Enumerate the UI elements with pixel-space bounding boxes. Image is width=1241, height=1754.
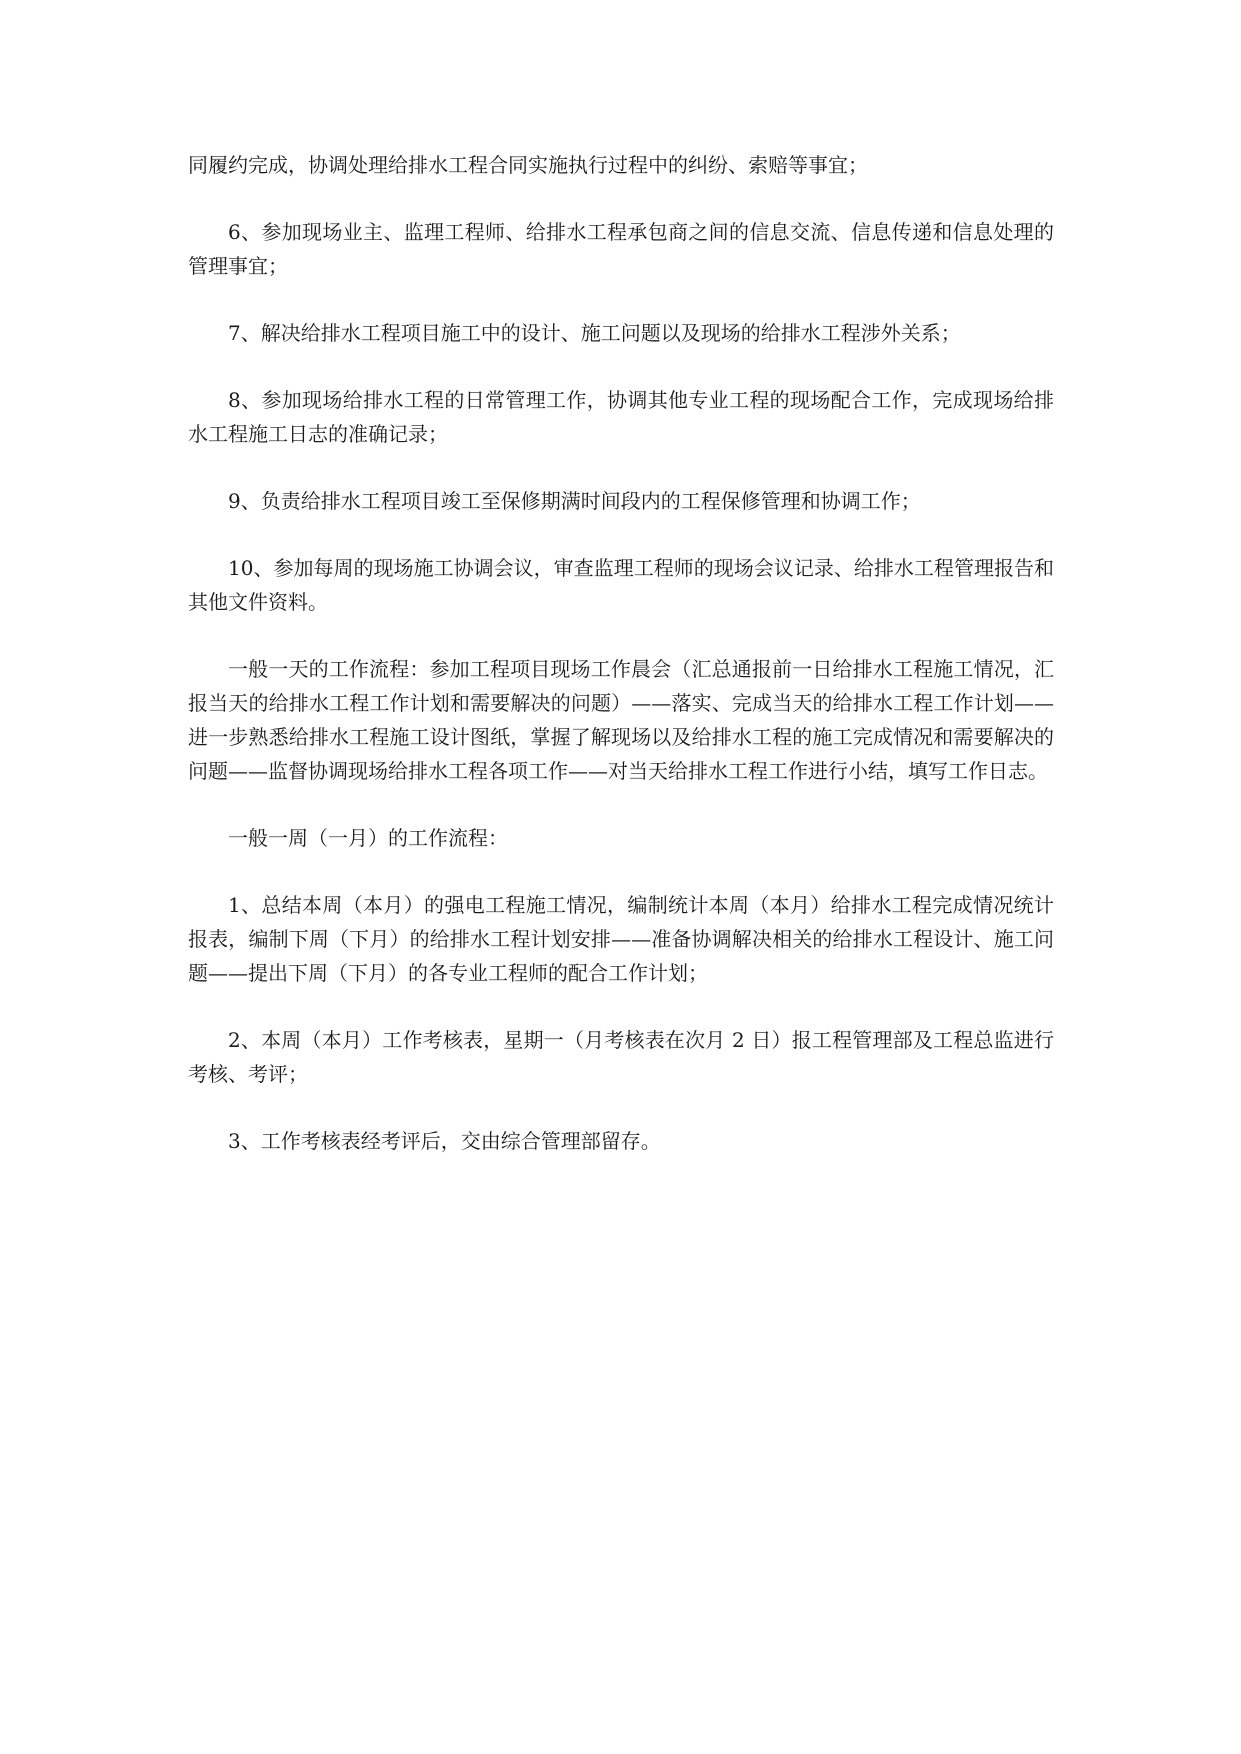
paragraph-weekly-item-1: 1、总结本周（本月）的强电工程施工情况，编制统计本周（本月）给排水工程完成情况统计报表，编制下周（下月）的给排水工程计划安排——准备协调解决相关的给排水工程设计、施工问题——提出下周（下月）的各专业工程师的配合工作计划； [188, 893, 1054, 985]
paragraph-item-9: 9、负责给排水工程项目竣工至保修期满时间段内的工程保修管理和协调工作； [228, 489, 921, 513]
paragraph-weekly-workflow-heading: 一般一周（一月）的工作流程： [228, 826, 508, 850]
paragraph-weekly-item-3: 3、工作考核表经考评后，交由综合管理部留存。 [228, 1129, 661, 1153]
paragraph-item-7: 7、解决给排水工程项目施工中的设计、施工问题以及现场的给排水工程涉外关系； [228, 321, 961, 345]
paragraph-item-8: 8、参加现场给排水工程的日常管理工作，协调其他专业工程的现场配合工作，完成现场给排水工程施工日志的准确记录； [188, 388, 1054, 446]
document-body [188, 148, 1054, 1191]
paragraph-contract-continuation: 同履约完成，协调处理给排水工程合同实施执行过程中的纠纷、索赔等事宜； [188, 153, 868, 177]
paragraph-weekly-item-2: 2、本周（本月）工作考核表，星期一（月考核表在次月 2 日）报工程管理部及工程总监进行考核、考评； [188, 1028, 1054, 1086]
paragraph-daily-workflow: 一般一天的工作流程：参加工程项目现场工作晨会（汇总通报前一日给排水工程施工情况，汇报当天的给排水工程工作计划和需要解决的问题）——落实、完成当天的给排水工程工作计划——进一步熟悉给排水工程施工设计图纸，掌握了解现场以及给排水工程的施工完成情况和需要解决的问题——监督协调现场给排水工程各项工作——对当天给排水工程工作进行小结，填写工作日志。 [188, 657, 1054, 783]
paragraph-item-10: 10、参加每周的现场施工协调会议，审查监理工程师的现场会议记录、给排水工程管理报告和其他文件资料。 [188, 556, 1054, 614]
paragraph-item-6: 6、参加现场业主、监理工程师、给排水工程承包商之间的信息交流、信息传递和信息处理的管理事宜； [188, 220, 1054, 278]
